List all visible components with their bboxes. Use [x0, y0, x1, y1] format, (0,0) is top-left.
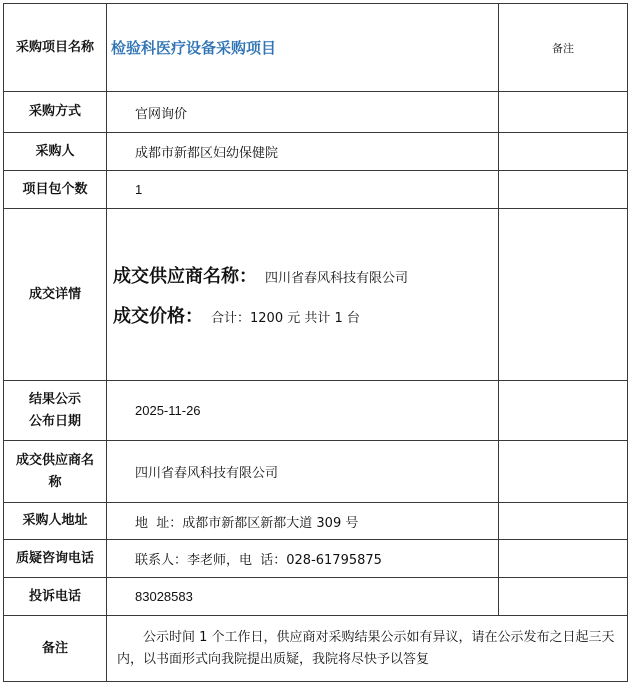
row-deal-detail	[4, 209, 628, 381]
method-value: 官网询价	[107, 92, 499, 133]
row-remark	[4, 616, 628, 682]
purchaser-address-value: 地 址：成都市新都区新都大道 309 号	[107, 503, 499, 540]
deal-price-value: 合计：1200 元 共计 1 台	[211, 310, 360, 326]
method-label: 采购方式	[4, 92, 107, 133]
row-publish-date	[4, 381, 628, 441]
row-project-name	[4, 4, 628, 92]
supplier-name-label	[4, 441, 107, 503]
purchaser-note	[499, 133, 628, 171]
inquiry-phone-value: 联系人：李老师，电 话：028-61795875	[107, 540, 499, 578]
publish-date-note	[499, 381, 628, 441]
procurement-result-table	[3, 3, 628, 682]
purchaser-address-label: 采购人地址	[4, 503, 107, 540]
publish-date-label-text: 结果公示公布日期	[28, 391, 81, 429]
package-count-value: 1	[107, 171, 499, 209]
row-supplier-name	[4, 441, 628, 503]
row-purchaser	[4, 133, 628, 171]
package-count-note	[499, 171, 628, 209]
row-purchaser-address	[4, 503, 628, 540]
deal-supplier-line	[113, 262, 498, 288]
inquiry-phone-label: 质疑咨询电话	[4, 540, 107, 578]
row-package-count	[4, 171, 628, 209]
deal-supplier-value: 四川省春风科技有限公司	[265, 270, 409, 286]
row-method	[4, 92, 628, 133]
project-name-cell	[107, 4, 499, 92]
supplier-name-label-text: 成交供应商名称	[15, 452, 94, 490]
complaint-phone-label: 投诉电话	[4, 578, 107, 616]
package-count-label: 项目包个数	[4, 171, 107, 209]
project-name-label: 采购项目名称	[4, 4, 107, 92]
purchaser-address-note	[499, 503, 628, 540]
deal-supplier-key: 成交供应商名称：	[113, 265, 257, 287]
supplier-name-value: 四川省春风科技有限公司	[107, 441, 499, 503]
deal-detail-cell	[107, 209, 499, 381]
complaint-phone-value: 83028583	[107, 578, 499, 616]
remark-label: 备注	[4, 616, 107, 682]
publish-date-label	[4, 381, 107, 441]
deal-price-key: 成交价格：	[113, 305, 203, 327]
note-header: 备注	[499, 4, 628, 92]
publish-date-value: 2025-11-26	[107, 381, 499, 441]
method-note	[499, 92, 628, 133]
supplier-name-note	[499, 441, 628, 503]
remark-value: 公示时间 1 个工作日，供应商对采购结果公示如有异议，请在公示发布之日起三天内，以书面形式向我院提出质疑，我院将尽快予以答复	[107, 616, 628, 682]
row-inquiry-phone	[4, 540, 628, 578]
deal-price-line	[113, 302, 498, 328]
deal-detail-label: 成交详情	[4, 209, 107, 381]
complaint-phone-note	[499, 578, 628, 616]
purchaser-value: 成都市新都区妇幼保健院	[107, 133, 499, 171]
inquiry-phone-note	[499, 540, 628, 578]
row-complaint-phone	[4, 578, 628, 616]
project-name-value: 检验科医疗设备采购项目	[111, 39, 277, 57]
purchaser-label: 采购人	[4, 133, 107, 171]
deal-detail-note	[499, 209, 628, 381]
